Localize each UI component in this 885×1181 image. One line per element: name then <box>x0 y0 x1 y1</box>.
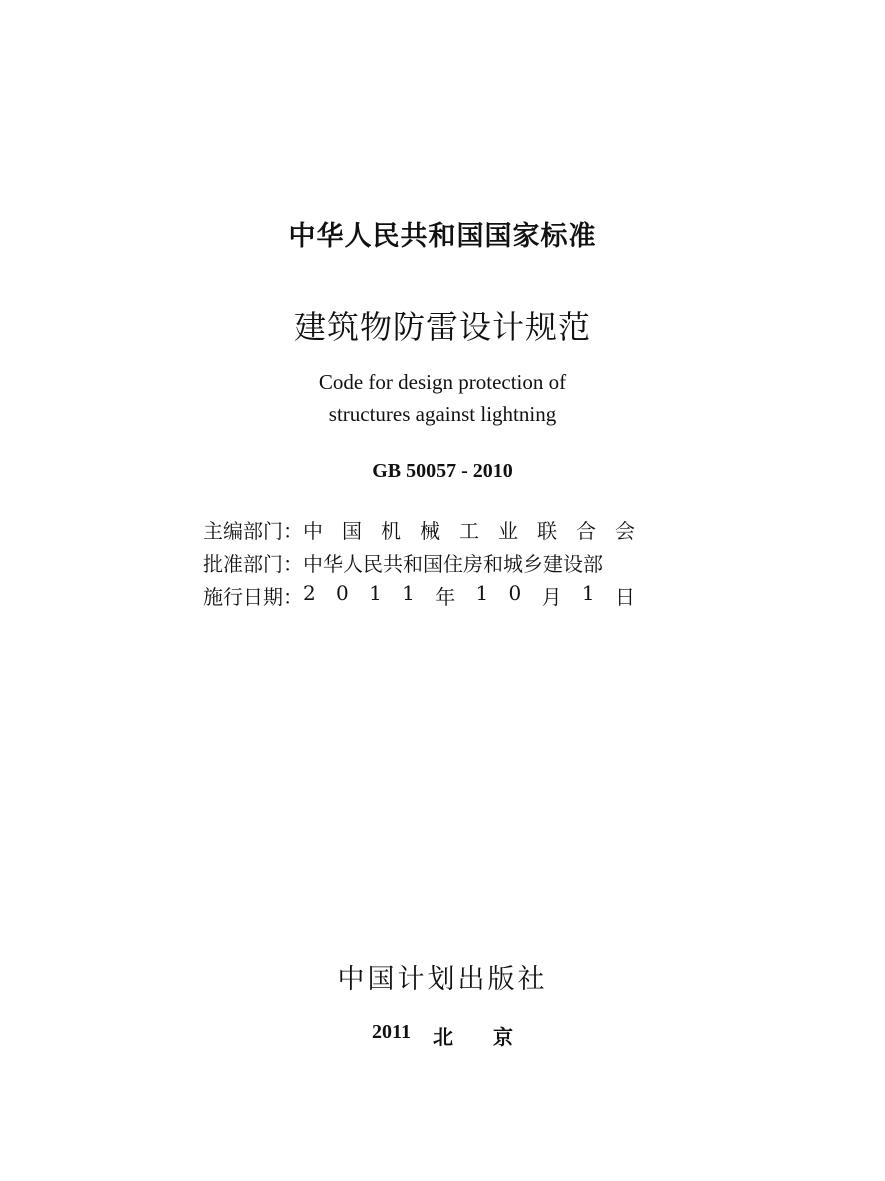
publication-city: 北京 <box>432 1025 553 1049</box>
editor-char: 联 <box>537 518 557 543</box>
date-char: 1 <box>369 580 382 605</box>
english-title-line-1: Code for design protection of <box>318 370 567 394</box>
date-char: 0 <box>508 580 522 605</box>
approver-department-row <box>203 547 635 577</box>
editor-value <box>303 515 635 544</box>
date-char: 1 <box>475 580 489 605</box>
editor-char: 工 <box>459 518 479 543</box>
publisher-name: 中国计划出版社 <box>337 964 548 995</box>
date-label: 施行日期： <box>203 584 303 609</box>
date-char: 月 <box>541 584 562 609</box>
national-standard-heading: 中华人民共和国国家标准 <box>288 221 597 252</box>
imprint-line <box>0 1021 885 1050</box>
document-title: 建筑物防雷设计规范 <box>293 308 591 346</box>
standard-code: GB 50057 - 2010 <box>372 460 513 482</box>
editor-char: 合 <box>576 518 596 543</box>
publication-year: 2011 <box>372 1021 411 1043</box>
editor-char: 机 <box>381 518 401 543</box>
date-char: 2 <box>303 580 316 605</box>
date-char: 1 <box>581 580 595 605</box>
editor-char: 业 <box>498 518 518 543</box>
editor-char: 械 <box>420 518 440 543</box>
editor-label: 主编部门： <box>203 518 303 543</box>
editor-char: 国 <box>342 518 362 543</box>
approver-label: 批准部门： <box>203 551 303 576</box>
effective-date-row <box>203 580 635 610</box>
date-char: 年 <box>435 584 456 609</box>
date-char: 1 <box>402 580 415 605</box>
date-char: 日 <box>614 584 635 609</box>
english-title-line-2: structures against lightning <box>328 402 557 426</box>
approver-value: 中华人民共和国住房和城乡建设部 <box>303 551 603 576</box>
editor-char: 中 <box>303 518 323 543</box>
date-value <box>303 581 635 610</box>
editor-department-row <box>203 514 635 544</box>
editor-char: 会 <box>615 518 635 543</box>
date-char: 0 <box>336 580 349 605</box>
